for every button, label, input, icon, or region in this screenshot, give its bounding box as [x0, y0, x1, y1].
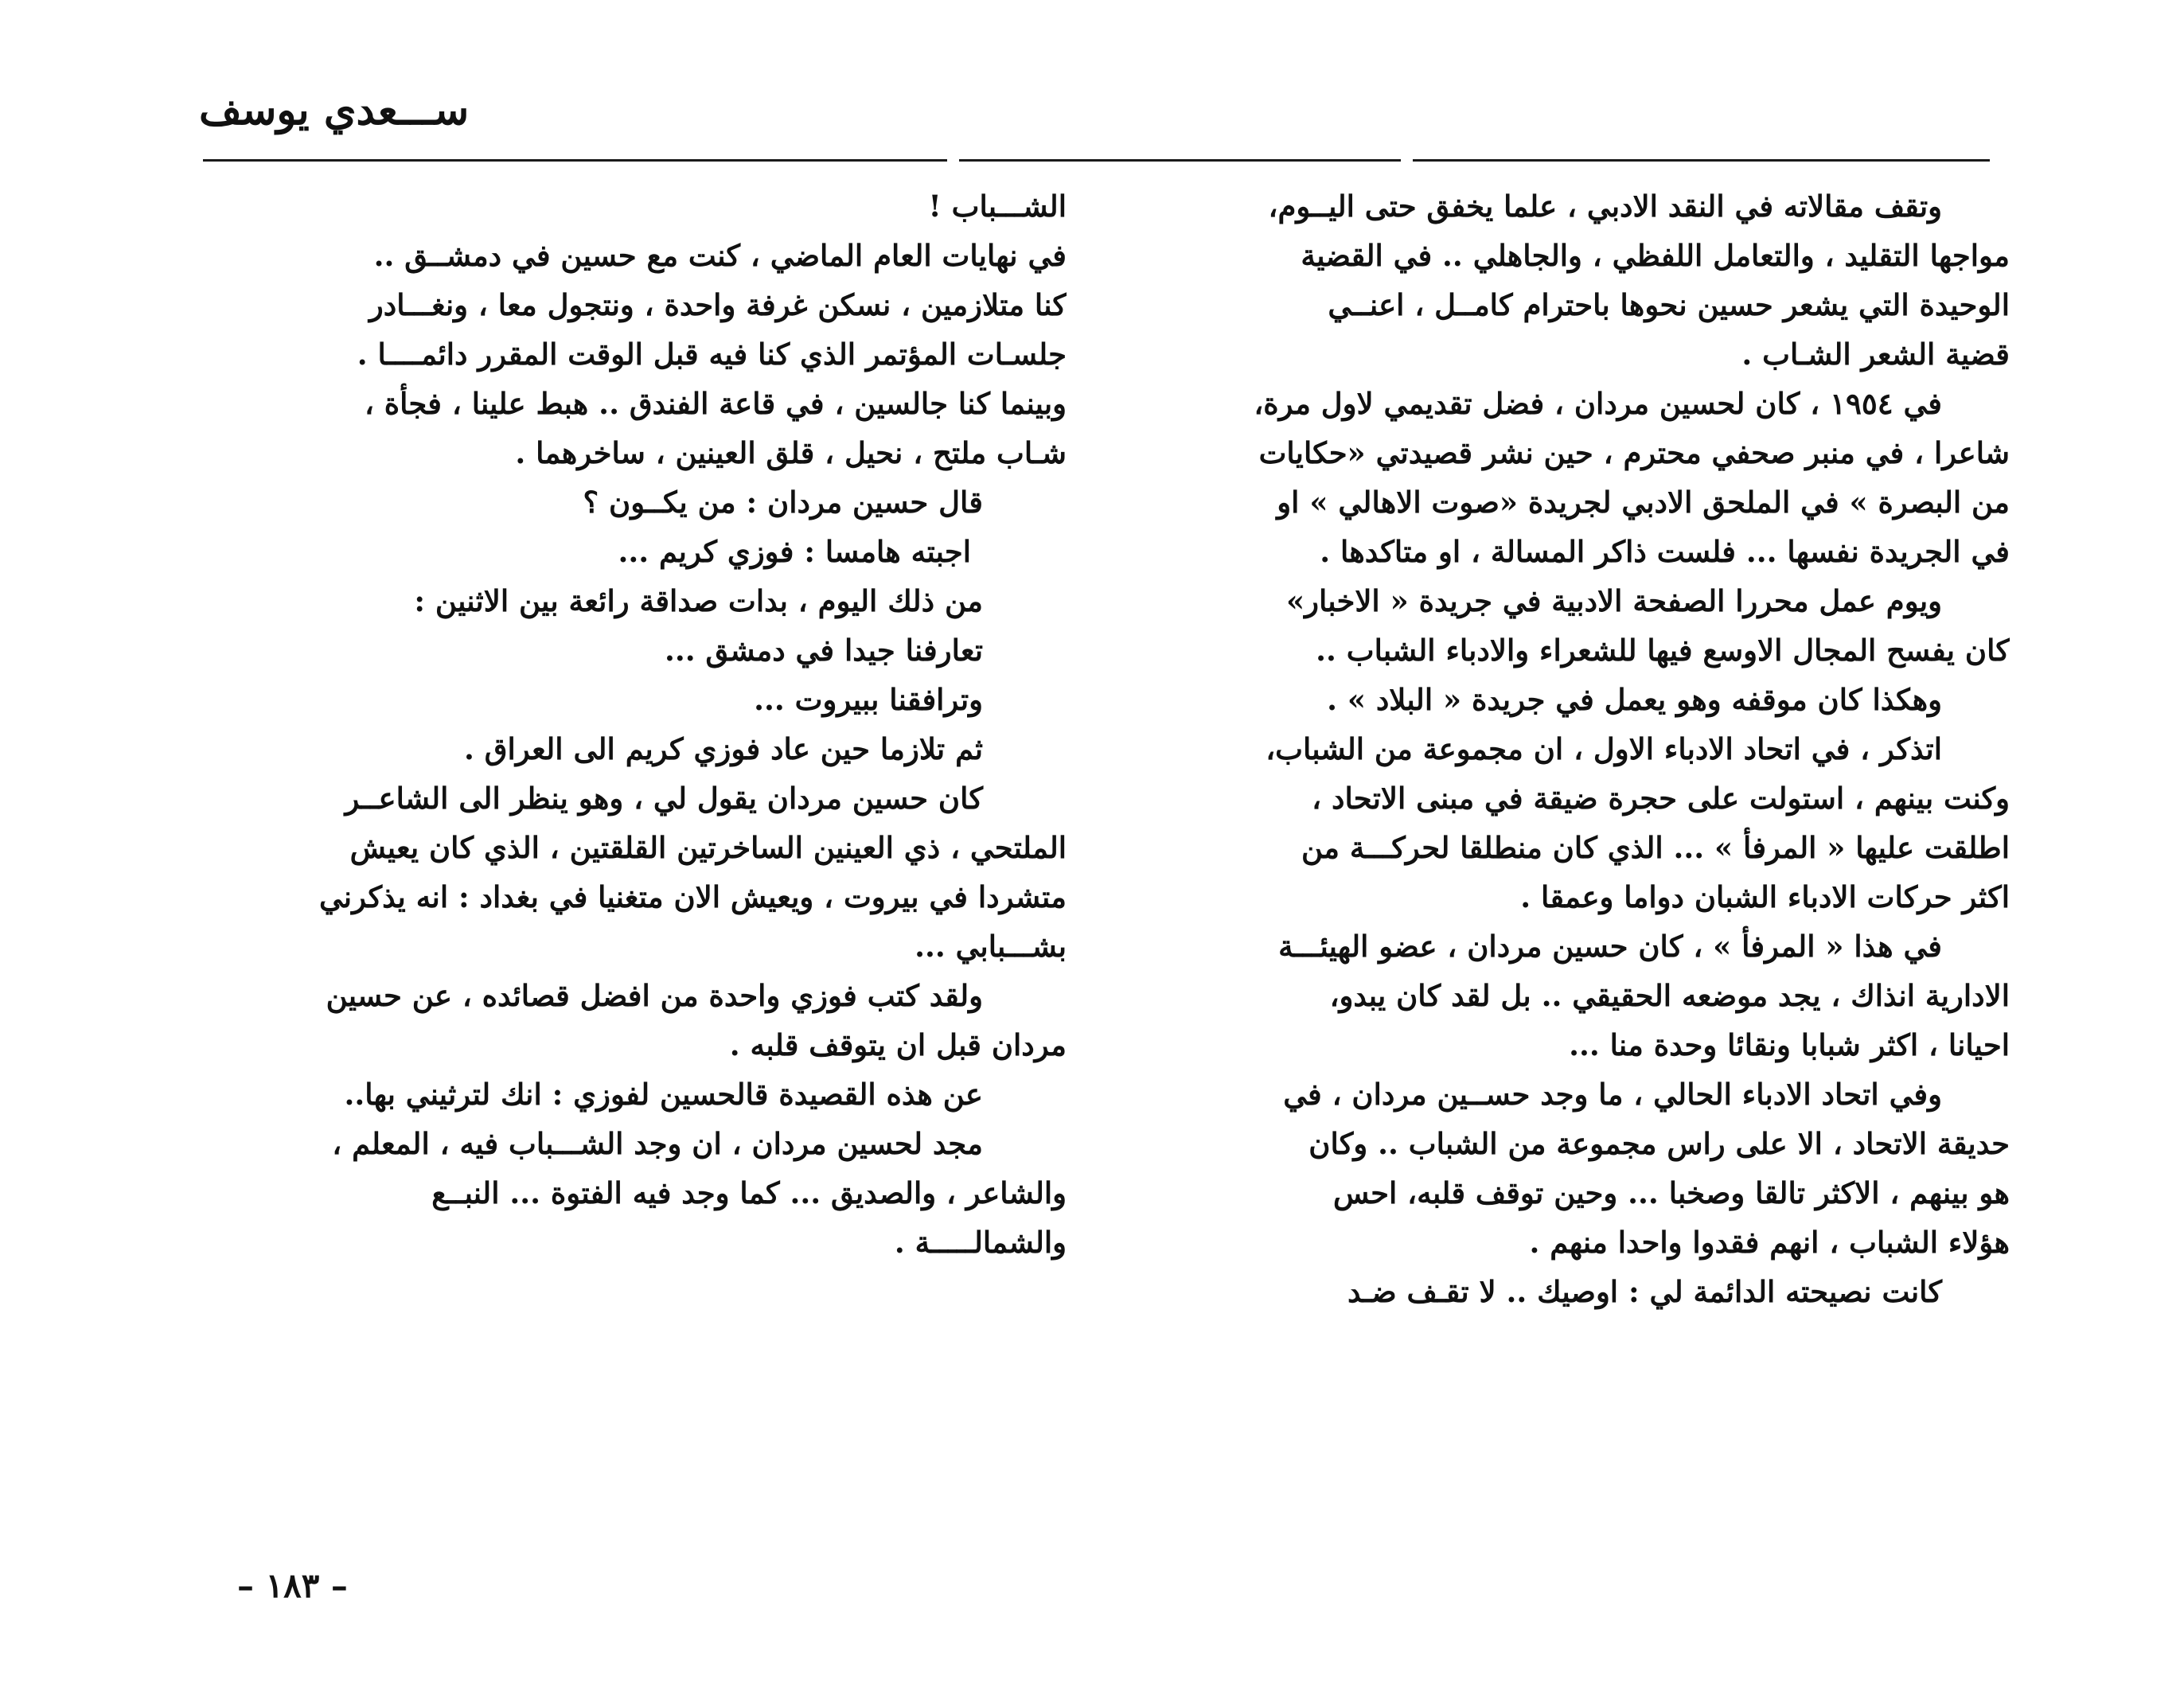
text-line: هؤلاء الشباب ، انهم فقدوا واحدا منهم . [1529, 1225, 2010, 1260]
text-line: وتقف مقالاته في النقد الادبي ، علما يخفق حتى اليــوم، [1268, 189, 1942, 224]
text-line: والشمالـــــة . [894, 1225, 1067, 1260]
text-line: الوحيدة التي يشعر حسين نحوها باحترام كامــل ، اعنــي [1328, 287, 2010, 322]
text-line: وبينما كنا جالسين ، في قاعة الفندق .. هبط علينا ، فجأة ، [364, 386, 1067, 421]
left-text-column [191, 181, 1067, 1267]
text-line: في نهايات العام الماضي ، كنت مع حسين في دمشــق .. [373, 238, 1067, 273]
text-line: في ١٩٥٤ ، كان لحسين مردان ، فضل تقديمي لاول مرة، [1254, 386, 1942, 421]
text-line: اطلقت عليها « المرفأ » ... الذي كان منطلقا لحركـــة من [1301, 830, 2010, 865]
text-line: مردان قبل ان يتوقف قلبه . [729, 1027, 1067, 1062]
text-line: وترافقنا ببيروت ... [754, 682, 983, 717]
text-line: مواجها التقليد ، والتعامل اللفظي ، والجاهلي .. في القضية [1301, 238, 2010, 273]
text-line: قضية الشعر الشـاب . [1741, 337, 2010, 372]
text-line: احيانا ، اكثر شبابا ونقائا وحدة منا ... [1569, 1027, 2010, 1062]
text-line: من البصرة » في الملحق الادبي لجريدة «صوت الاهالي » او [1277, 485, 2010, 520]
text-line: من ذلك اليوم ، بدات صداقة رائعة بين الاثنين : [414, 583, 983, 618]
page-number: – ١٨٣ – [237, 1566, 348, 1605]
header-rule-left [203, 159, 947, 162]
text-line: الشـــباب ! [928, 189, 1067, 224]
text-line: هو بينهم ، الاكثر تالقا وصخبا ... وحين توقف قلبه، احس [1332, 1175, 2010, 1210]
right-text-column [1134, 181, 2010, 1316]
text-line: ولقد كتب فوزي واحدة من افضل قصائده ، عن حسين [326, 978, 983, 1013]
text-line: كنا متلازمين ، نسكن غرفة واحدة ، ونتجول معا ، ونغـــادر [369, 287, 1067, 322]
text-line: قال حسين مردان : من يكــون ؟ [583, 485, 983, 520]
text-line: الادارية انذاك ، يجد موضعه الحقيقي .. بل لقد كان يبدو، [1329, 978, 2010, 1013]
text-line: تعارفنا جيدا في دمشق ... [664, 633, 983, 668]
text-line: متشردا في بيروت ، ويعيش الان متغنيا في بغداد : انه يذكرني [318, 879, 1067, 914]
text-line: جلسـات المؤتمر الذي كنا فيه قبل الوقت المقرر دائمــــا . [357, 337, 1067, 372]
text-line: وكنت بينهم ، استولت على حجرة ضيقة في مبنى الاتحاد ، [1312, 781, 2010, 816]
text-line: ويوم عمل محررا الصفحة الادبية في جريدة « الاخبار» [1286, 583, 1942, 618]
text-line: في الجريدة نفسها ... فلست ذاكر المسالة ، او متاكدها . [1320, 534, 2010, 569]
text-line: كان يفسح المجال الاوسع فيها للشعراء والادباء الشباب .. [1316, 633, 2010, 668]
text-line: اجبته هامسا : فوزي كريم ... [618, 534, 971, 569]
text-line: كانت نصيحته الدائمة لي : اوصيك .. لا تقـف ضـد [1347, 1274, 1942, 1309]
text-line: الملتحي ، ذي العينين الساخرتين القلقتين ، الذي كان يعيش [349, 830, 1067, 865]
text-line: اكثر حركات الادباء الشبان دواما وعمقا . [1520, 879, 2010, 914]
text-line: والشاعر ، والصديق ... كما وجد فيه الفتوة ... النبــع [431, 1175, 1067, 1210]
header-rule-middle [959, 159, 1401, 162]
text-line: عن هذه القصيدة قالحسين لفوزي : انك لترثيني بها.. [344, 1077, 983, 1112]
text-line: بشـــبابي ... [915, 929, 1067, 964]
text-line: حديقة الاتحاد ، الا على راس مجموعة من الشباب .. وكان [1308, 1126, 2010, 1161]
text-line: شـاب ملتح ، نحيل ، قلق العينين ، ساخرهما . [515, 435, 1067, 470]
text-line: كان حسين مردان يقول لي ، وهو ينظر الى الشاعــر [345, 781, 983, 816]
text-line: في هذا « المرفأ » ، كان حسين مردان ، عضو الهيئـــة [1278, 929, 1942, 964]
text-line: اتذكر ، في اتحاد الادباء الاول ، ان مجموعة من الشباب، [1266, 731, 1942, 766]
text-line: وفي اتحاد الادباء الحالي ، ما وجد حســين مردان ، في [1283, 1077, 1942, 1112]
header-rule-right [1413, 159, 1990, 162]
text-line: وهكذا كان موقفه وهو يعمل في جريدة « البلاد » . [1327, 682, 1942, 717]
text-line: شاعرا ، في منبر صحفي محترم ، حين نشر قصيدتي «حكايات [1258, 435, 2010, 470]
text-line: مجد لحسين مردان ، ان وجد الشـــباب فيه ، المعلم ، [332, 1126, 983, 1161]
page-header-author: ســـعدي يوسف [199, 86, 470, 134]
text-line: ثم تلازما حين عاد فوزي كريم الى العراق . [464, 731, 983, 766]
